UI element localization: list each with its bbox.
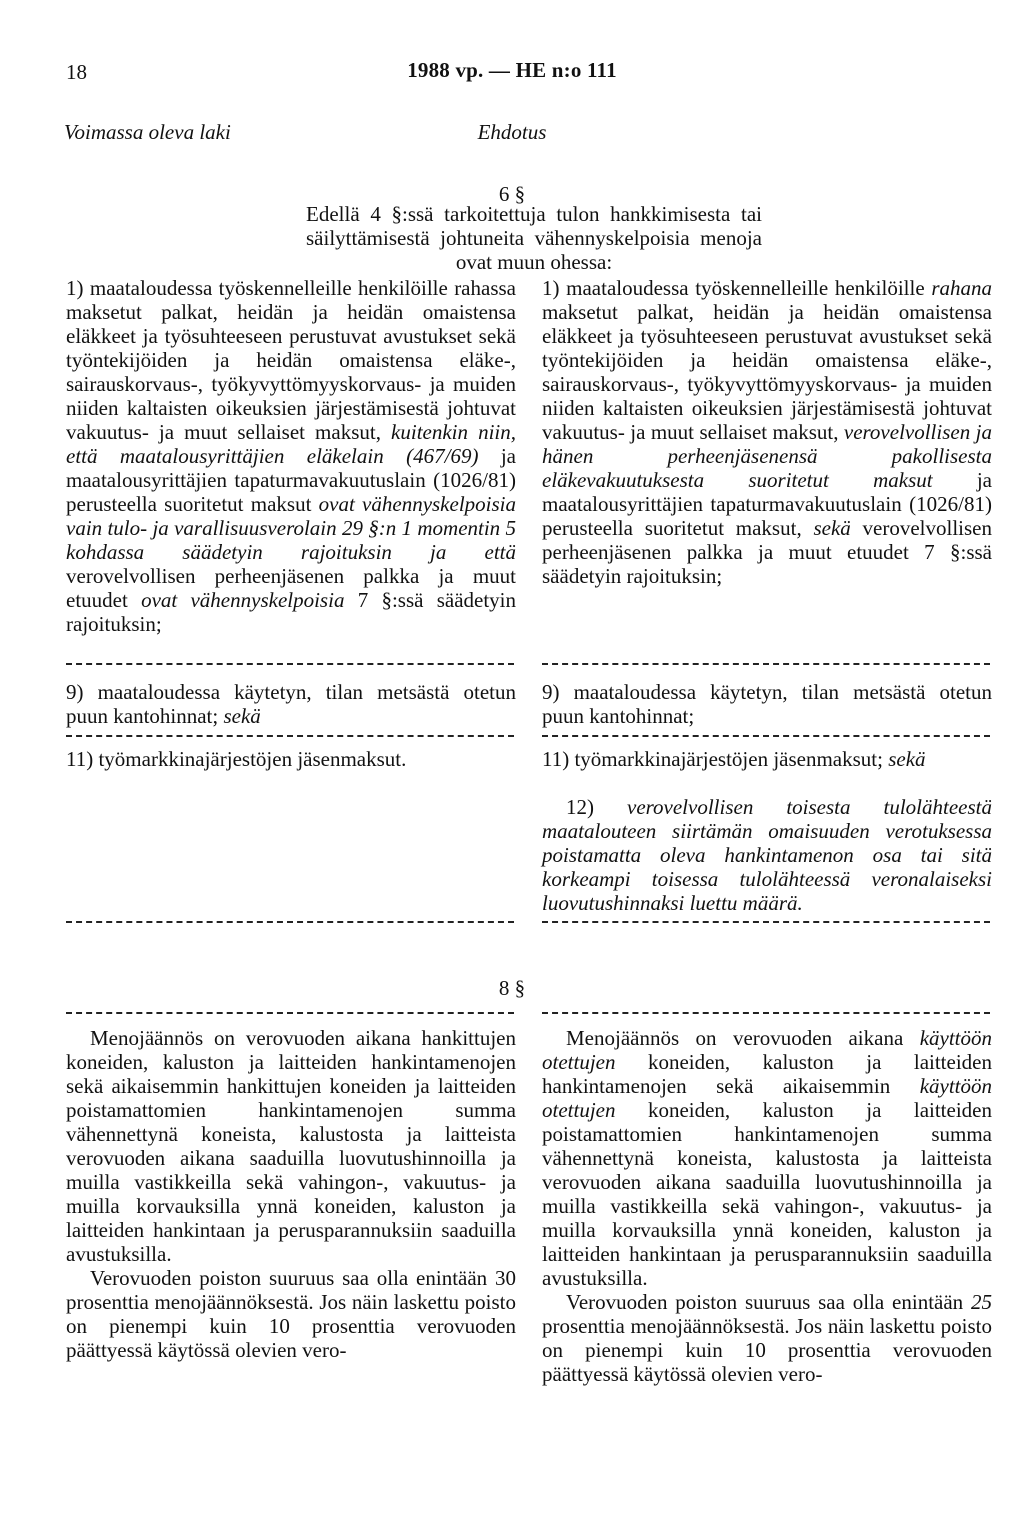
omission-dashes-left-4 bbox=[66, 1012, 514, 1014]
right-item-1-text: 1) maataloudessa työskennelleille henkilöille bbox=[542, 276, 932, 300]
omission-dashes-left bbox=[66, 663, 514, 665]
right-paragraph-1-text-3: koneiden, kaluston ja laitteiden poistamattomien hankintamenojen summa vähennettynä koneista, kalustosta ja laitteista verovuoden aikana saaduilla luovutushinnoilla ja muilla vastikkeilla sekä vahingon-, vakuutus- ja muilla korvauksilla ynnä koneiden, kaluston ja laitteiden hankintaan ja perusparannuksiin saaduilla avustuksilla. bbox=[542, 1098, 992, 1290]
right-item-11-text: 11) työmarkkinajärjestöjen jäsenmaksut; bbox=[542, 747, 889, 771]
right-item-12-italic: verovelvollisen toisesta tulolähteestä maatalouteen siirtämän omaisuuden verotuksessa poistamatta oleva hankintamenon osa tai sitä korkeampi toisessa tulolähteessä veronalaiseksi luovutushinnaksi luettu määrä. bbox=[542, 795, 992, 915]
right-paragraph-1-italic-2: käyttöön otettujen bbox=[542, 1074, 992, 1122]
right-paragraph-2-text-2: prosenttia menojäännöksestä. Jos näin laskettu poisto on pienempi kuin 10 prosenttia verovuoden päättyessä käytössä olevien vero- bbox=[542, 1314, 992, 1386]
right-paragraph-1-text-2: koneiden, kaluston ja laitteiden hankintamenojen sekä aikaisemmin bbox=[542, 1050, 992, 1098]
right-item-1-italic-3: sekä bbox=[813, 516, 851, 540]
right-item-1-italic-1: rahana bbox=[931, 276, 992, 300]
right-paragraph-2-italic: 25 bbox=[971, 1290, 992, 1314]
omission-dashes-right bbox=[542, 663, 990, 665]
left-item-1-italic-3: ovat vähennyskelpoisia bbox=[141, 588, 345, 612]
right-item-9-text: 9) maataloudessa käytetyn, tilan metsästä otetun puun kantohinnat; bbox=[542, 680, 992, 728]
right-item-1-italic-2: verovelvollisen ja hänen perheenjäsenensä pakollisesta eläkevakuutuksesta suoritetut maksut bbox=[542, 420, 992, 492]
right-item-1-text-3: ja maatalousyrittäjien tapaturmavakuutuslain (1026/81) perusteella suoritetut maksut, bbox=[542, 468, 992, 540]
right-section-8-text bbox=[542, 1026, 992, 1386]
right-column-heading: Ehdotus bbox=[477, 120, 547, 144]
right-paragraph-1-italic-1: käyttöön otettujen bbox=[542, 1026, 992, 1074]
right-item-1 bbox=[542, 276, 992, 588]
left-item-1-italic-1: kuitenkin niin, että maatalousyrittäjien eläkelain (467/69) bbox=[66, 420, 516, 468]
left-item-1-text-2: ja maatalousyrittäjien tapaturmavakuutuslain (1026/81) perusteella suoritetut maksut bbox=[66, 444, 516, 516]
right-item-12 bbox=[542, 795, 992, 915]
omission-dashes-right-2 bbox=[542, 735, 990, 737]
left-item-9 bbox=[66, 680, 516, 728]
omission-dashes-right-3 bbox=[542, 921, 990, 923]
omission-dashes-left-3 bbox=[66, 921, 514, 923]
left-item-1-italic-2: ovat vähennyskelpoisia vain tulo- ja varallisuusverolain 29 §:n 1 momentin 5 kohdassa säädetyin rajoituksin ja että bbox=[66, 492, 516, 564]
left-item-1-text: 1) maataloudessa työskennelleille henkilöille rahassa maksetut palkat, heidän ja heidän omaistensa eläkkeet ja työsuhteeseen perustuvat avustukset sekä työntekijöiden ja heidän omaistensa eläke-, sairauskorvaus-, työkyvyttömyyskorvaus- ja muiden niiden kaltaisten oikeuksien järjestämisestä johtuvat vakuutus- ja muut sellaiset maksut, bbox=[66, 276, 516, 444]
section-6-heading: 6 § bbox=[498, 182, 526, 206]
left-paragraph-1: Menojäännös on verovuoden aikana hankittujen koneiden, kaluston ja laitteiden hankintamenojen sekä aikaisemmin hankittujen koneiden ja laitteiden poistamattomien hankintamenojen summa vähennettynä koneista, kalustosta ja laitteista verovuoden aikana saaduilla luovutushinnoilla ja muilla vastikkeilla sekä vahingon-, vakuutus- ja muilla korvauksilla ynnä koneiden, kaluston ja laitteiden hankintaan ja perusparannuksiin saaduilla avustuksilla. bbox=[66, 1026, 516, 1266]
section-8-heading: 8 § bbox=[498, 976, 526, 1000]
left-item-9-text: 9) maataloudessa käytetyn, tilan metsästä otetun puun kantohinnat; bbox=[66, 680, 516, 728]
left-item-11-text: 11) työmarkkinajärjestöjen jäsenmaksut. bbox=[66, 747, 407, 771]
right-item-1-text-4: verovelvollisen perheenjäsenen palkka ja muut etuudet 7 §:ssä säädetyin rajoituksin; bbox=[542, 516, 992, 588]
omission-dashes-left-2 bbox=[66, 735, 514, 737]
right-paragraph-1-text: Menojäännös on verovuoden aikana bbox=[566, 1026, 920, 1050]
left-section-8-text bbox=[66, 1026, 516, 1362]
right-item-11 bbox=[542, 747, 992, 771]
left-paragraph-2: Verovuoden poiston suuruus saa olla enintään 30 prosenttia menojäännöksestä. Jos näin laskettu poisto on pienempi kuin 10 prosenttia verovuoden päättyessä käytössä olevien vero- bbox=[66, 1266, 516, 1362]
right-paragraph-2-text: Verovuoden poiston suuruus saa olla enintään bbox=[566, 1290, 971, 1314]
left-column-heading: Voimassa oleva laki bbox=[64, 120, 231, 144]
omission-dashes-right-4 bbox=[542, 1012, 990, 1014]
right-item-1-text-2: maksetut palkat, heidän ja heidän omaistensa eläkkeet ja työsuhteeseen perustuvat avustukset sekä työntekijöiden ja heidän omaistensa eläke-, sairauskorvaus-, työkyvyttömyyskorvaus- ja muiden niiden kaltaisten oikeuksien järjestämisestä johtuvat vakuutus- ja muut sellaiset maksut, bbox=[542, 300, 992, 444]
left-item-1-text-3: verovelvollisen perheenjäsenen palkka ja muut etuudet bbox=[66, 564, 516, 612]
page-number: 18 bbox=[66, 60, 87, 84]
right-item-9 bbox=[542, 680, 992, 728]
right-item-11-italic: sekä bbox=[888, 747, 926, 771]
right-item-12-text: 12) bbox=[566, 795, 627, 819]
running-title: 1988 vp. — HE n:o 111 bbox=[407, 58, 617, 82]
section-6-intro: Edellä 4 §:ssä tarkoitettuja tulon hankkimisesta tai säilyttämisestä johtuneita vähennyskelpoisia menoja ovat muun ohessa: bbox=[306, 202, 762, 274]
left-item-9-italic: sekä bbox=[223, 704, 261, 728]
left-item-11 bbox=[66, 747, 516, 771]
left-item-1-text-4: 7 §:ssä säädetyin rajoituksin; bbox=[66, 588, 517, 636]
left-item-1 bbox=[66, 276, 516, 636]
